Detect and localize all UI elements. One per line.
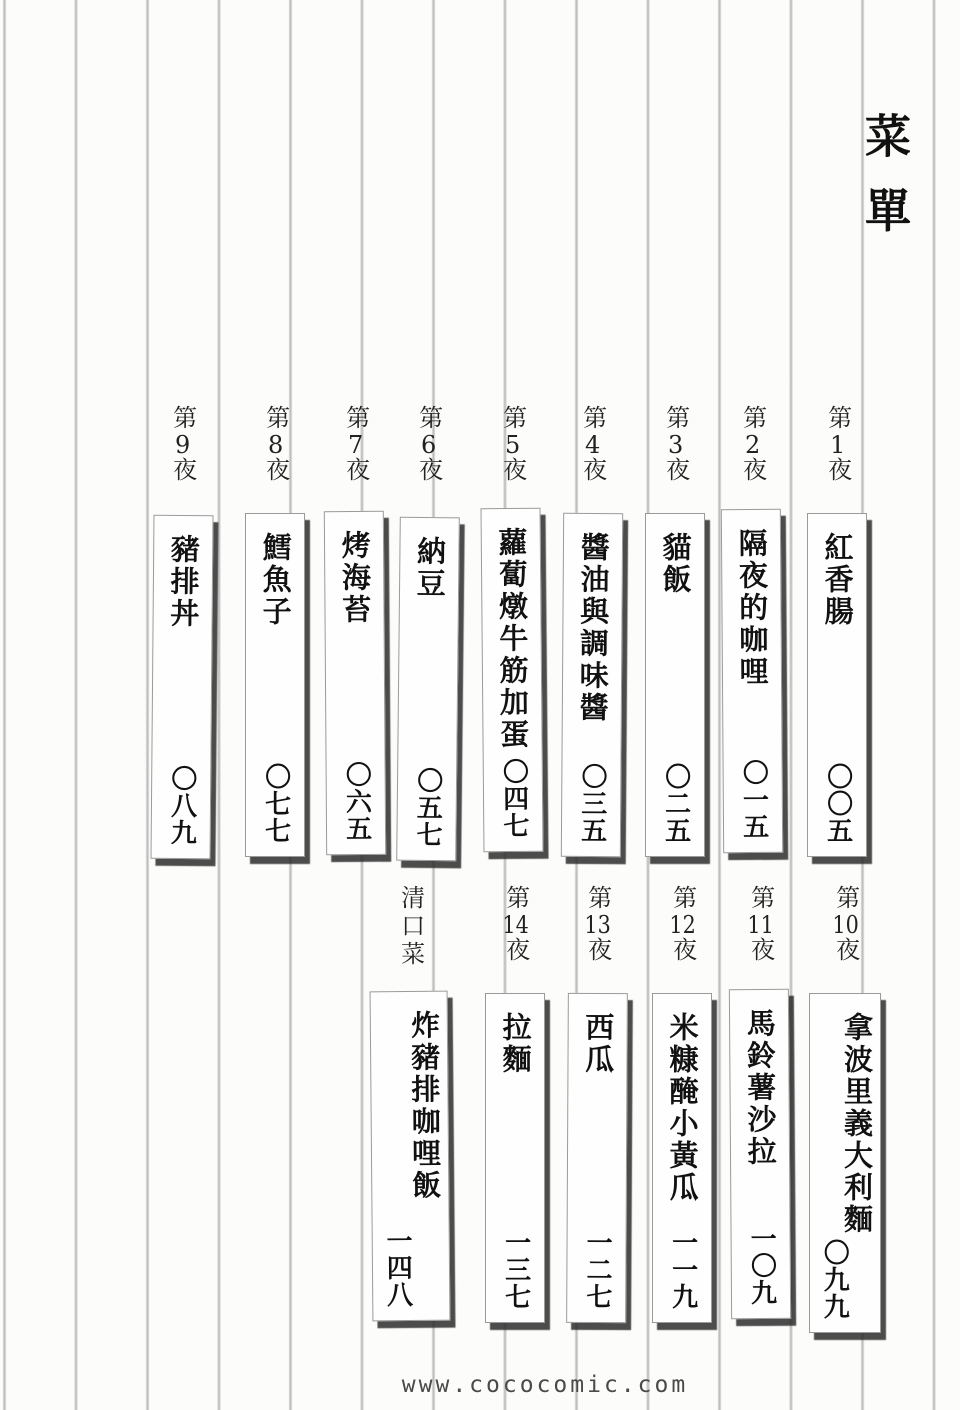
toc-entry-2	[710, 405, 794, 853]
page-title: 菜單	[858, 112, 912, 262]
chapter-prefix: 第	[746, 885, 775, 913]
chapter-prefix: 清口菜	[396, 885, 425, 969]
toc-entry-page-number: 〇六五	[341, 760, 372, 843]
toc-entry-slip	[561, 513, 623, 857]
toc-entry-12	[640, 885, 724, 1323]
toc-entry-4	[550, 405, 634, 857]
chapter-prefix: 第	[661, 405, 690, 433]
toc-entry-page-number: 一四八	[381, 1226, 413, 1309]
toc-entry-slip	[245, 513, 305, 857]
toc-entry-chapter-label	[396, 885, 425, 985]
toc-entry-14	[473, 885, 557, 1323]
chapter-prefix: 第	[668, 885, 697, 913]
chapter-suffix: 夜	[498, 457, 527, 485]
toc-entry-page-number: 〇三五	[576, 762, 608, 845]
toc-entry-slip	[652, 993, 712, 1323]
toc-entry-9	[140, 405, 224, 859]
toc-entry-page-number: 一三七	[500, 1229, 531, 1310]
toc-entry-slip	[807, 513, 867, 857]
chapter-prefix: 第	[168, 405, 197, 433]
toc-entry-page-number: 〇八九	[166, 764, 197, 847]
chapter-number: 1	[829, 433, 846, 457]
toc-entry-chapter-label	[168, 405, 197, 505]
chapter-number: 5	[504, 433, 521, 457]
chapter-prefix: 第	[583, 885, 612, 913]
chapter-prefix: 第	[831, 885, 860, 913]
toc-entry-slip	[566, 993, 628, 1323]
toc-entry-chapter-label	[498, 405, 527, 505]
chapter-number: 8	[267, 433, 284, 457]
toc-entry-dish-name: 隔夜的咖哩	[734, 527, 770, 689]
toc-entry-dish-name: 炸豬排咖哩飯	[406, 1009, 443, 1203]
chapter-suffix: 夜	[578, 457, 607, 485]
toc-entry-chapter-label	[583, 885, 612, 985]
chapter-prefix: 第	[738, 405, 767, 433]
toc-entry-chapter-label	[501, 885, 530, 985]
toc-entry-dish-name: 蘿蔔燉牛筋加蛋	[494, 526, 531, 752]
toc-entry-dish-name: 米糠醃小黃瓜	[665, 1012, 700, 1204]
toc-entry-page-number: 〇四七	[498, 757, 530, 840]
chapter-number: 13	[584, 913, 611, 937]
toc-entry-3	[633, 405, 717, 857]
toc-entry-dish-name: 烤海苔	[337, 529, 373, 627]
toc-entry-slip	[645, 513, 705, 857]
toc-entry-chapter-label	[831, 885, 860, 985]
toc-entry-page-number: 一一九	[667, 1229, 698, 1310]
chapter-prefix: 第	[341, 405, 370, 433]
toc-entry-dish-name: 醬油與調味醬	[575, 531, 611, 725]
toc-entry-slip	[485, 993, 545, 1323]
chapter-suffix: 夜	[341, 457, 370, 485]
toc-entry-8	[233, 405, 317, 857]
chapter-number: 6	[420, 433, 437, 457]
chapter-number: 12	[669, 913, 696, 937]
toc-entry-chapter-label	[738, 405, 767, 505]
toc-entry-slip	[721, 509, 783, 853]
toc-entry-dish-name: 拿波里義大利麵	[840, 1012, 874, 1236]
chapter-suffix: 夜	[746, 937, 775, 965]
toc-entry-15	[368, 885, 452, 1321]
toc-entry-page-number: 〇〇五	[822, 763, 853, 844]
toc-entry-chapter-label	[341, 405, 370, 505]
toc-entry-10	[803, 885, 887, 1333]
toc-entry-page-number: 一二七	[581, 1228, 613, 1311]
toc-entry-chapter-label	[668, 885, 697, 985]
toc-entry-dish-name: 馬鈴薯沙拉	[742, 1007, 778, 1169]
toc-entry-chapter-label	[414, 405, 443, 505]
toc-entry-slip	[809, 993, 881, 1333]
toc-entry-dish-name: 豬排丼	[166, 533, 201, 631]
toc-entry-slip	[370, 991, 451, 1322]
toc-entry-chapter-label	[578, 405, 607, 505]
chapter-suffix: 夜	[738, 457, 767, 485]
chapter-prefix: 第	[498, 405, 527, 433]
chapter-suffix: 夜	[168, 457, 197, 485]
toc-entry-slip	[396, 517, 460, 862]
chapter-number: 4	[584, 433, 601, 457]
toc-entry-dish-name: 紅香腸	[820, 532, 855, 628]
chapter-prefix: 第	[261, 405, 290, 433]
chapter-number: 7	[347, 433, 364, 457]
chapter-prefix: 第	[414, 405, 443, 433]
chapter-suffix: 夜	[823, 457, 852, 485]
toc-entry-page-number: 〇七七	[260, 763, 291, 844]
chapter-number: 10	[832, 913, 859, 937]
toc-entry-6	[386, 405, 470, 861]
toc-entry-page-number: 〇九九	[819, 1239, 850, 1320]
toc-entry-dish-name: 納豆	[412, 535, 448, 601]
chapter-number: 2	[744, 433, 761, 457]
chapter-number: 14	[502, 913, 529, 937]
chapter-prefix: 第	[578, 405, 607, 433]
toc-entry-page-number: 〇五七	[411, 766, 443, 849]
chapter-suffix: 夜	[583, 937, 612, 965]
toc-entry-dish-name: 貓飯	[658, 532, 693, 596]
watermark: www.cococomic.com	[401, 1372, 689, 1398]
toc-entry-chapter-label	[261, 405, 290, 505]
chapter-number: 3	[667, 433, 684, 457]
chapter-number: 9	[174, 433, 191, 457]
chapter-suffix: 夜	[831, 937, 860, 965]
toc-entry-chapter-label	[661, 405, 690, 505]
toc-entry-slip	[324, 511, 386, 855]
toc-entry-11	[718, 885, 802, 1319]
toc-entry-page-number: 一〇九	[746, 1224, 777, 1307]
toc-entry-dish-name: 拉麵	[498, 1012, 533, 1076]
toc-entry-7	[313, 405, 397, 855]
chapter-suffix: 夜	[661, 457, 690, 485]
chapter-prefix: 第	[501, 885, 530, 913]
toc-entry-5	[470, 405, 554, 852]
chapter-suffix: 夜	[501, 937, 530, 965]
toc-entry-slip	[151, 515, 214, 860]
toc-entry-slip	[481, 508, 544, 853]
toc-entry-chapter-label	[823, 405, 852, 505]
toc-entry-dish-name: 西瓜	[581, 1011, 616, 1077]
chapter-prefix: 第	[823, 405, 852, 433]
toc-entry-13	[555, 885, 639, 1323]
toc-entry-1	[795, 405, 879, 857]
toc-entry-slip	[729, 989, 791, 1319]
chapter-number: 11	[747, 913, 774, 937]
toc-entry-dish-name: 鱈魚子	[258, 532, 293, 628]
toc-entry-page-number: 〇一五	[738, 758, 769, 841]
toc-entry-chapter-label	[746, 885, 775, 985]
toc-entry-page-number: 〇二五	[660, 763, 691, 844]
chapter-suffix: 夜	[261, 457, 290, 485]
chapter-suffix: 夜	[414, 457, 443, 485]
chapter-suffix: 夜	[668, 937, 697, 965]
